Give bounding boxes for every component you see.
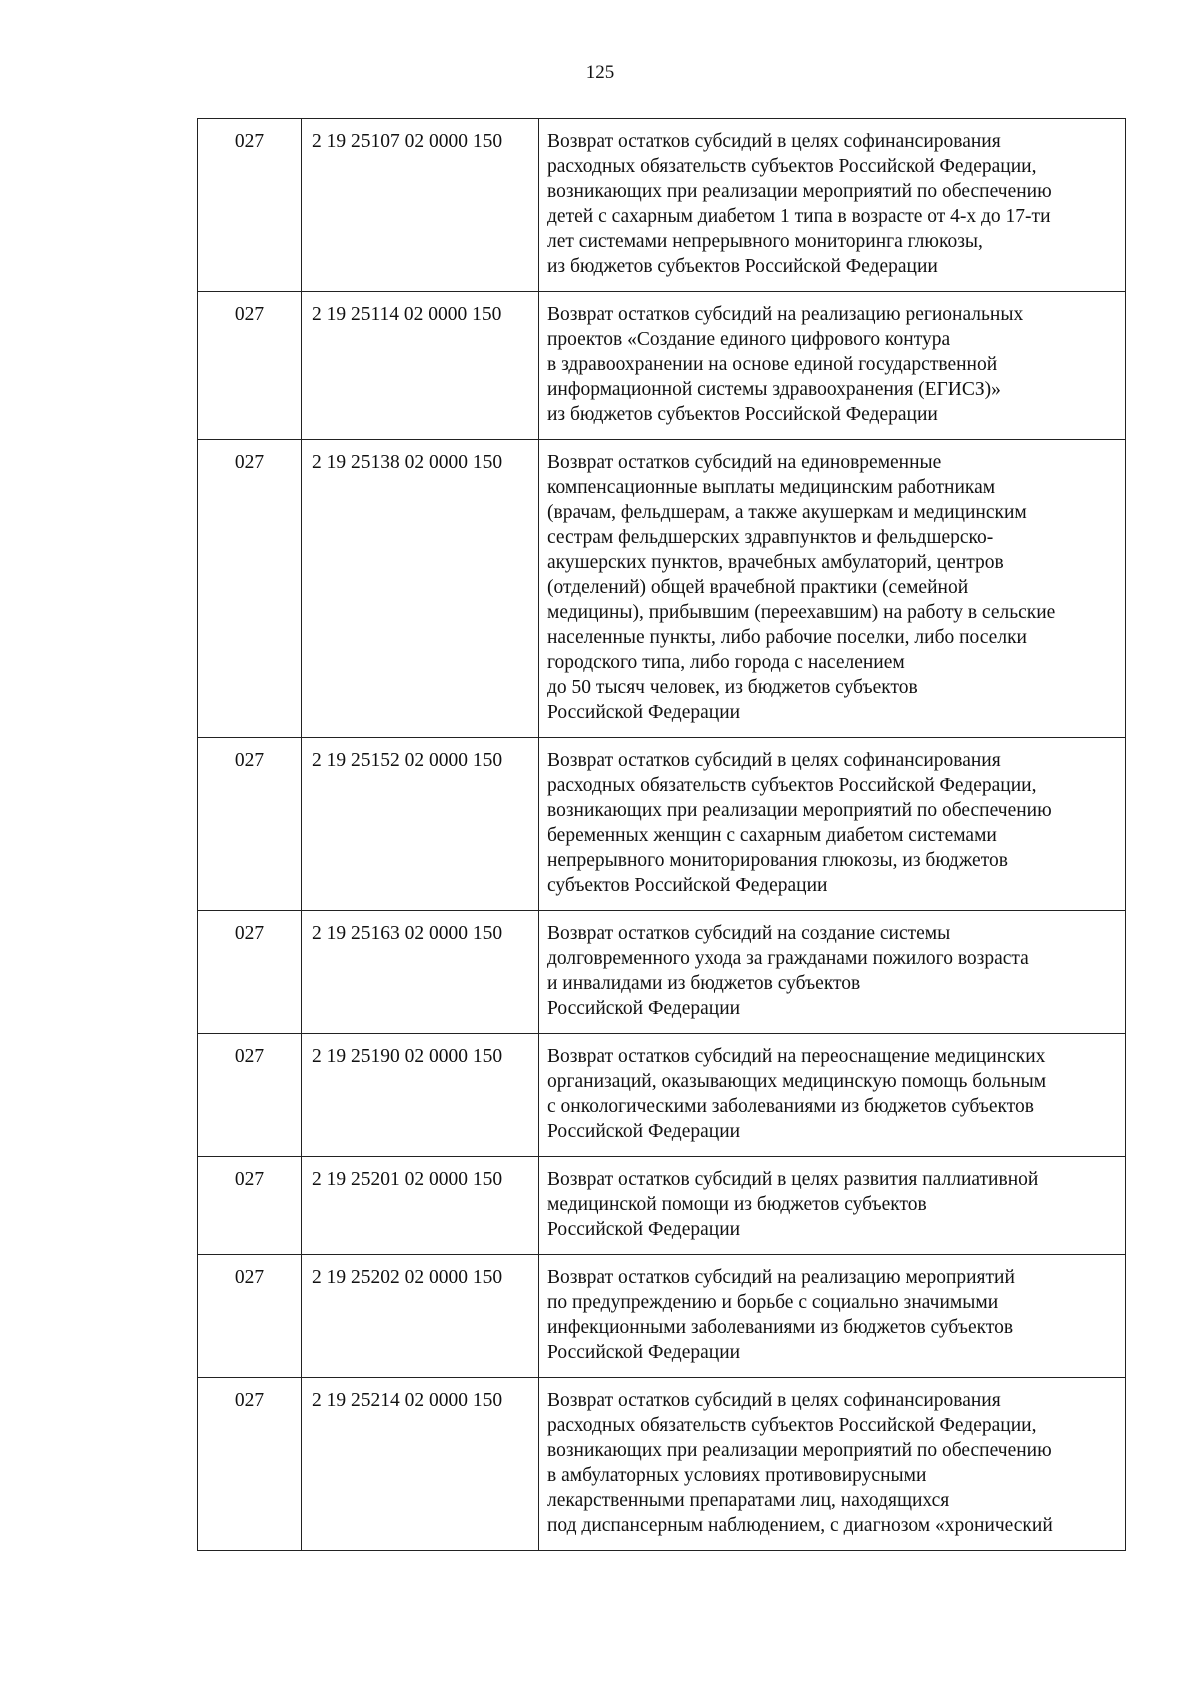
description-cell: Возврат остатков субсидий на реализацию мероприятий по предупреждению и борьбе с социально значимыми инфекционными заболеваниями из бюджетов субъектов Российской Федерации (539, 1255, 1126, 1378)
description-cell: Возврат остатков субсидий в целях развития паллиативной медицинской помощи из бюджетов субъектов Российской Федерации (539, 1157, 1126, 1255)
budget-code-cell: 2 19 25114 02 0000 150 (302, 292, 539, 440)
budget-code-cell: 2 19 25190 02 0000 150 (302, 1034, 539, 1157)
table-row (198, 738, 1126, 911)
description-cell: Возврат остатков субсидий в целях софинансирования расходных обязательств субъектов Российской Федерации, возникающих при реализации мероприятий по обеспечению в амбулаторных условиях противовирусными лекарственными препаратами лиц, находящихся под диспансерным наблюдением, с диагнозом «хронический (539, 1378, 1126, 1551)
description-cell: Возврат остатков субсидий на создание системы долговременного ухода за гражданами пожилого возраста и инвалидами из бюджетов субъектов Российской Федерации (539, 911, 1126, 1034)
description-cell: Возврат остатков субсидий в целях софинансирования расходных обязательств субъектов Российской Федерации, возникающих при реализации мероприятий по обеспечению беременных женщин с сахарным диабетом системами непрерывного мониторирования глюкозы, из бюджетов субъектов Российской Федерации (539, 738, 1126, 911)
table-row (198, 292, 1126, 440)
table-row (198, 1157, 1126, 1255)
budget-code-cell: 2 19 25201 02 0000 150 (302, 1157, 539, 1255)
description-cell: Возврат остатков субсидий на единовременные компенсационные выплаты медицинским работникам (врачам, фельдшерам, а также акушеркам и медицинским сестрам фельдшерских здравпунктов и фельдшерско- акушерских пунктов, врачебных амбулаторий, центров (отделений) общей врачебной практики (семейной медицины), прибывшим (переехавшим) на работу в сельские населенные пункты, либо рабочие поселки, либо поселки городского типа, либо города с населением до 50 тысяч человек, из бюджетов субъектов Российской Федерации (539, 440, 1126, 738)
budget-code-cell: 2 19 25138 02 0000 150 (302, 440, 539, 738)
admin-code-cell: 027 (198, 738, 302, 911)
admin-code-cell: 027 (198, 911, 302, 1034)
table-row (198, 1378, 1126, 1551)
admin-code-cell: 027 (198, 119, 302, 292)
budget-code-cell: 2 19 25152 02 0000 150 (302, 738, 539, 911)
description-cell: Возврат остатков субсидий в целях софинансирования расходных обязательств субъектов Российской Федерации, возникающих при реализации мероприятий по обеспечению детей с сахарным диабетом 1 типа в возрасте от 4-х до 17-ти лет системами непрерывного мониторинга глюкозы, из бюджетов субъектов Российской Федерации (539, 119, 1126, 292)
table-row (198, 440, 1126, 738)
table-row (198, 119, 1126, 292)
budget-code-cell: 2 19 25214 02 0000 150 (302, 1378, 539, 1551)
description-cell: Возврат остатков субсидий на переоснащение медицинских организаций, оказывающих медицинскую помощь больным с онкологическими заболеваниями из бюджетов субъектов Российской Федерации (539, 1034, 1126, 1157)
admin-code-cell: 027 (198, 1034, 302, 1157)
budget-code-cell: 2 19 25163 02 0000 150 (302, 911, 539, 1034)
page-number: 125 (585, 62, 615, 83)
admin-code-cell: 027 (198, 1255, 302, 1378)
admin-code-cell: 027 (198, 1378, 302, 1551)
budget-code-cell: 2 19 25107 02 0000 150 (302, 119, 539, 292)
table-row (198, 1255, 1126, 1378)
budget-codes-table (197, 118, 1126, 1551)
admin-code-cell: 027 (198, 1157, 302, 1255)
admin-code-cell: 027 (198, 440, 302, 738)
admin-code-cell: 027 (198, 292, 302, 440)
table-row (198, 911, 1126, 1034)
table-row (198, 1034, 1126, 1157)
budget-code-cell: 2 19 25202 02 0000 150 (302, 1255, 539, 1378)
description-cell: Возврат остатков субсидий на реализацию региональных проектов «Создание единого цифрового контура в здравоохранении на основе единой государственной информационной системы здравоохранения (ЕГИСЗ)» из бюджетов субъектов Российской Федерации (539, 292, 1126, 440)
